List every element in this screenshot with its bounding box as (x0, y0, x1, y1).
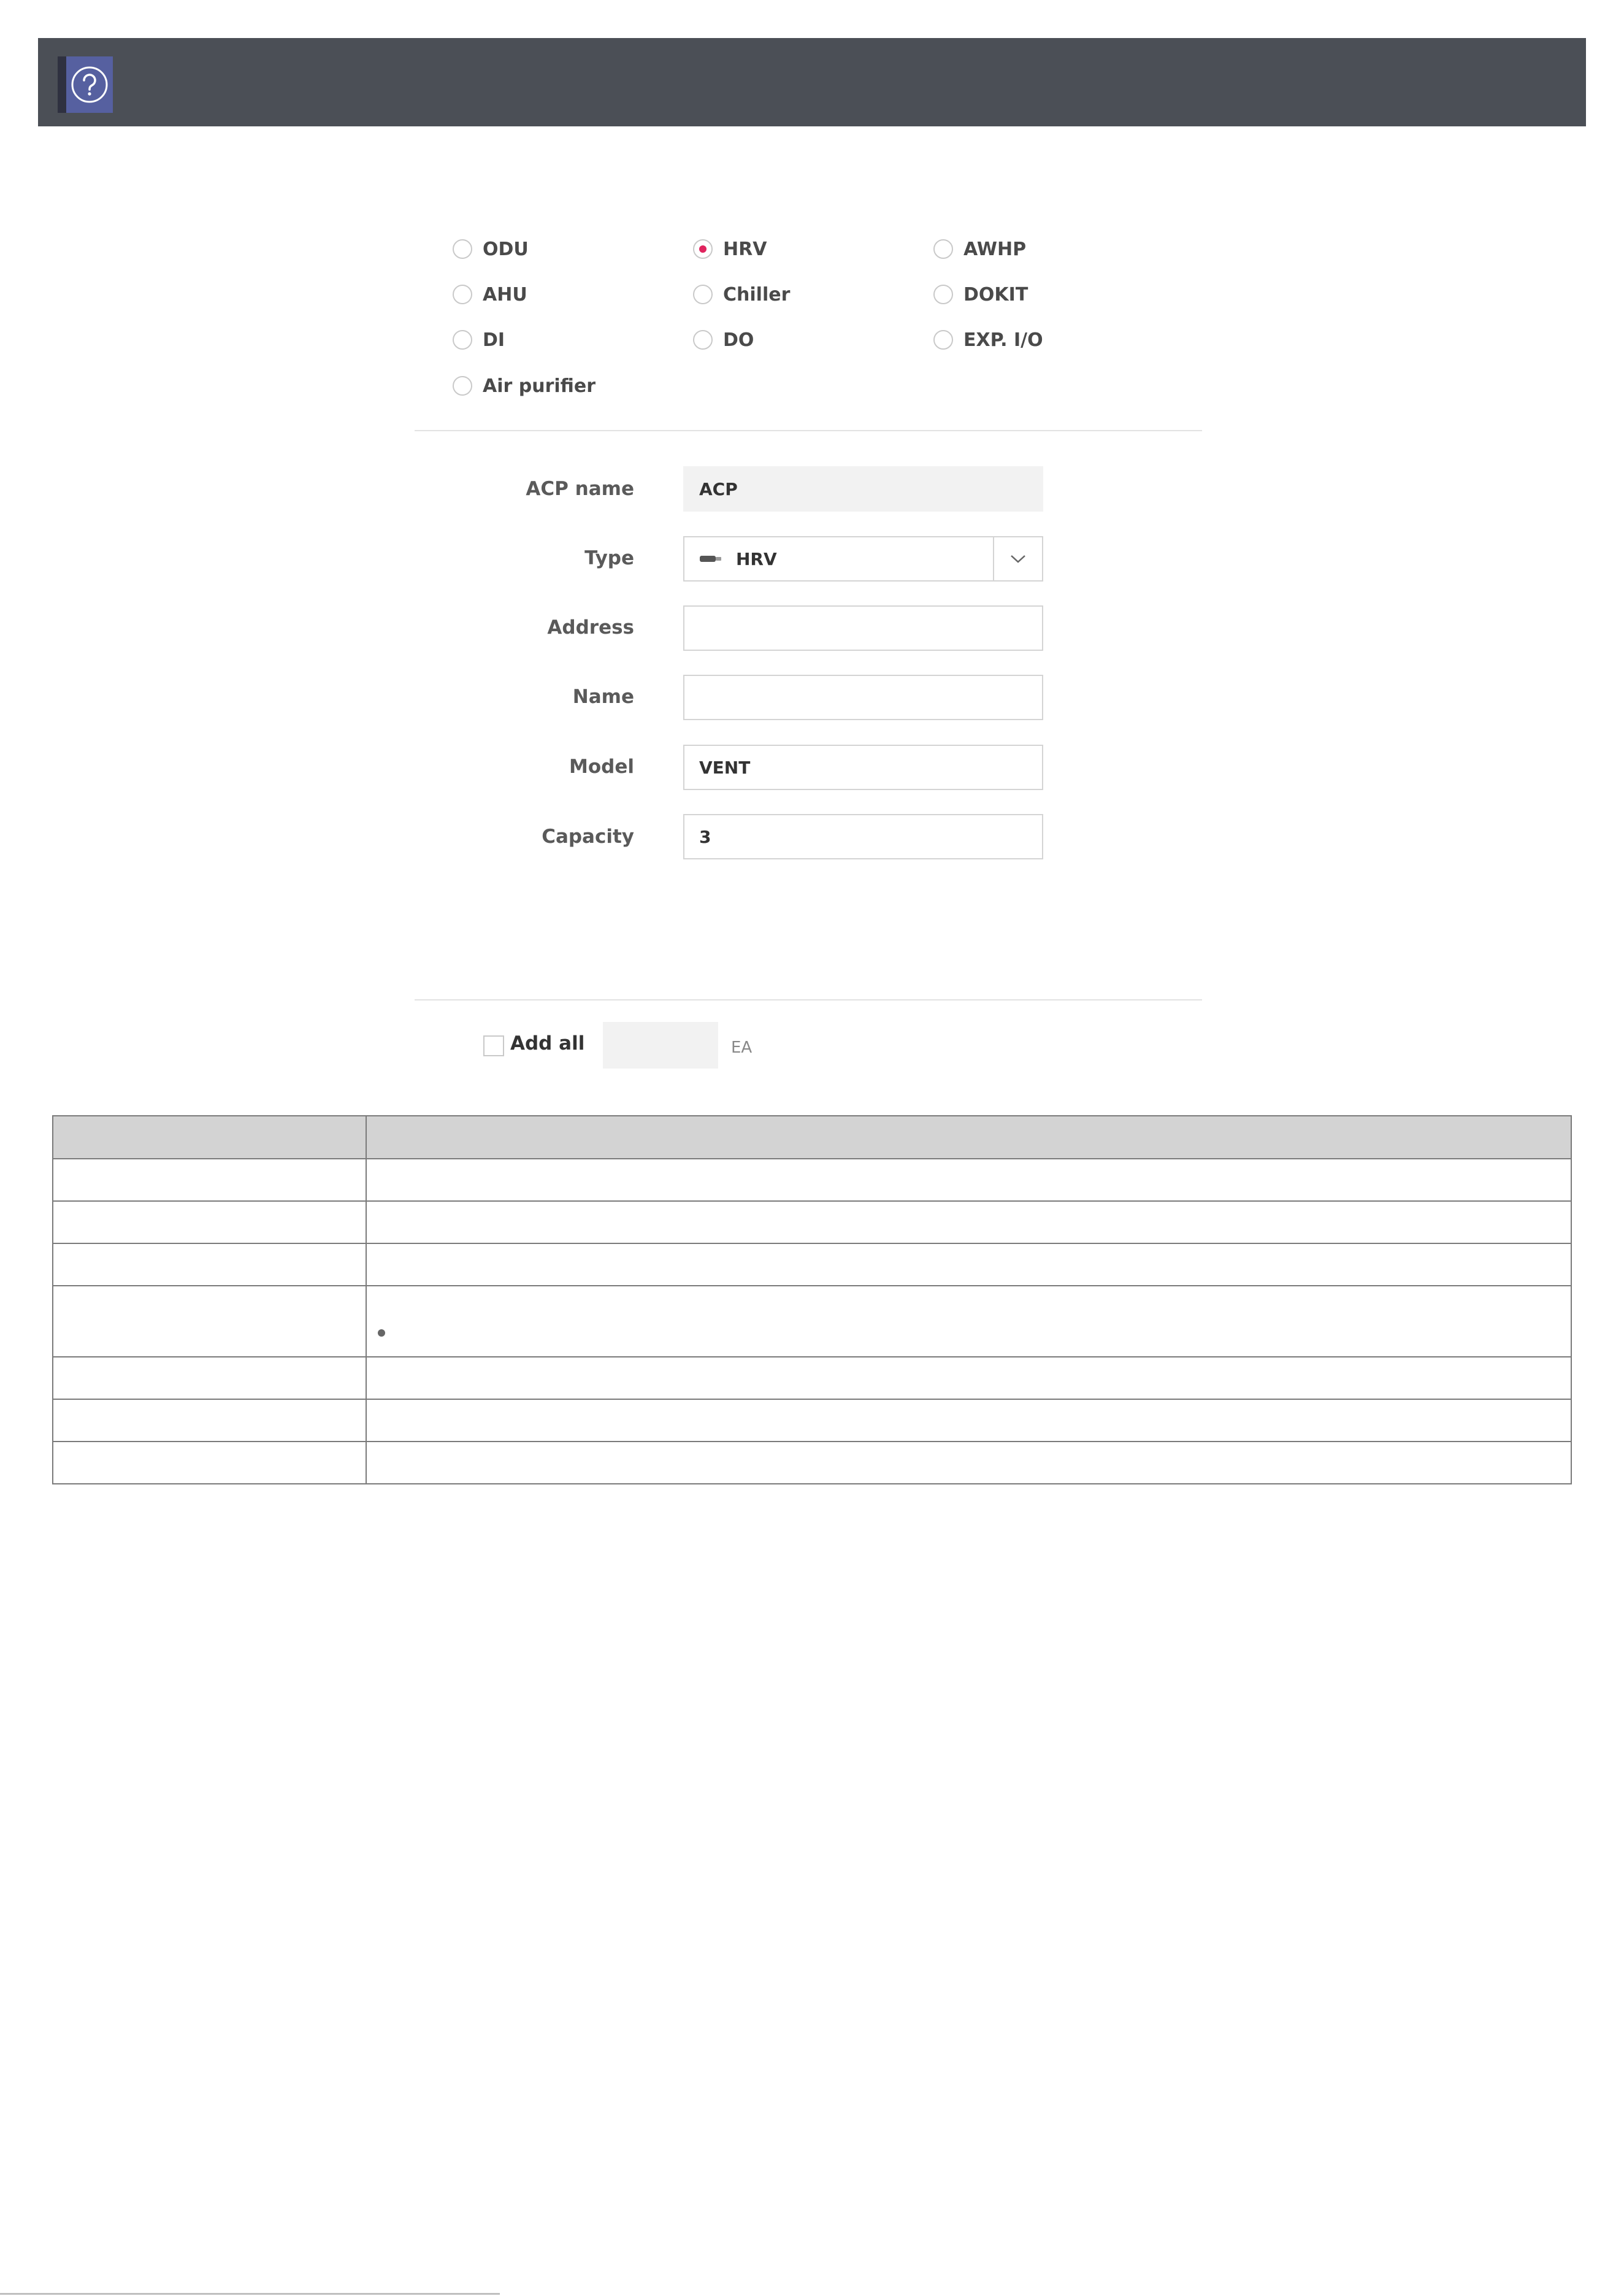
type-label: Type (584, 547, 634, 569)
model-label: Model (569, 756, 634, 778)
name-input[interactable] (683, 675, 1043, 720)
divider-top (415, 430, 1202, 431)
radio-dokit-circle[interactable] (933, 285, 953, 304)
radio-awhp[interactable] (933, 234, 1026, 264)
radio-exp-io-label: EXP. I/O (963, 329, 1043, 351)
table-row (53, 1286, 1571, 1357)
radio-do-circle[interactable] (693, 330, 713, 350)
radio-air-purifier-circle[interactable] (453, 376, 472, 396)
table-cell (53, 1286, 366, 1357)
footer-divider (0, 2293, 500, 2295)
radio-air-purifier-label: Air purifier (483, 375, 596, 397)
radio-exp-io[interactable] (933, 324, 1043, 355)
address-input[interactable] (683, 605, 1043, 651)
help-icon (66, 56, 113, 113)
acp-name-label: ACP name (526, 478, 634, 500)
radio-do-label: DO (723, 329, 754, 351)
radio-ahu-circle[interactable] (453, 285, 472, 304)
table-row (53, 1159, 1571, 1201)
type-select[interactable] (683, 536, 1043, 582)
capacity-input[interactable] (683, 814, 1043, 859)
radio-do[interactable] (693, 324, 754, 355)
divider-bottom (415, 999, 1202, 1000)
header-bar (38, 38, 1586, 126)
radio-exp-io-circle[interactable] (933, 330, 953, 350)
add-all-count-input[interactable] (603, 1022, 718, 1069)
table-cell (53, 1399, 366, 1442)
bullet-point (378, 1329, 385, 1337)
hrv-device-icon (699, 553, 722, 564)
table-cell (53, 1201, 366, 1243)
add-all-label: Add all (510, 1032, 585, 1054)
radio-hrv[interactable] (693, 234, 767, 264)
radio-di-circle[interactable] (453, 330, 472, 350)
table-cell (53, 1442, 366, 1484)
table-cell (366, 1399, 1571, 1442)
capacity-label: Capacity (542, 826, 634, 848)
table-header-cell (366, 1116, 1571, 1159)
table-header-cell (53, 1116, 366, 1159)
radio-di-label: DI (483, 329, 505, 351)
radio-odu-circle[interactable] (453, 239, 472, 259)
address-label: Address (547, 616, 634, 639)
table-cell (53, 1243, 366, 1286)
radio-awhp-label: AWHP (963, 238, 1027, 260)
table-row (53, 1442, 1571, 1484)
add-all-checkbox[interactable] (483, 1035, 504, 1056)
model-input[interactable] (683, 745, 1043, 790)
radio-chiller-label: Chiller (723, 283, 791, 305)
chevron-down-icon[interactable] (993, 537, 1042, 580)
table-cell (366, 1286, 1571, 1357)
acp-name-field (683, 466, 1043, 512)
add-all-unit: EA (731, 1039, 753, 1057)
radio-ahu-label: AHU (483, 283, 527, 305)
help-button-stripe (58, 56, 66, 113)
radio-dokit[interactable] (933, 279, 1028, 310)
acp-name-value: ACP (699, 478, 738, 499)
table-cell (53, 1357, 366, 1399)
table-cell (366, 1159, 1571, 1201)
table-cell (53, 1159, 366, 1201)
radio-odu[interactable] (453, 234, 529, 264)
table-row (53, 1201, 1571, 1243)
radio-chiller[interactable] (693, 279, 790, 310)
name-label: Name (572, 686, 634, 708)
radio-di[interactable] (453, 324, 505, 355)
radio-awhp-circle[interactable] (933, 239, 953, 259)
radio-chiller-circle[interactable] (693, 285, 713, 304)
radio-dokit-label: DOKIT (963, 283, 1028, 305)
radio-hrv-label: HRV (723, 238, 767, 260)
type-select-value: HRV (736, 548, 777, 569)
reference-table (52, 1115, 1572, 1484)
table-cell (366, 1357, 1571, 1399)
radio-hrv-circle[interactable] (693, 239, 713, 259)
table-row (53, 1357, 1571, 1399)
radio-ahu[interactable] (453, 279, 527, 310)
table-header-row (53, 1116, 1571, 1159)
radio-air-purifier[interactable] (453, 371, 596, 401)
table-row (53, 1399, 1571, 1442)
radio-odu-label: ODU (483, 238, 529, 260)
table-cell (366, 1442, 1571, 1484)
table-cell (366, 1201, 1571, 1243)
table-row (53, 1243, 1571, 1286)
table-cell (366, 1243, 1571, 1286)
help-button[interactable] (58, 56, 112, 113)
